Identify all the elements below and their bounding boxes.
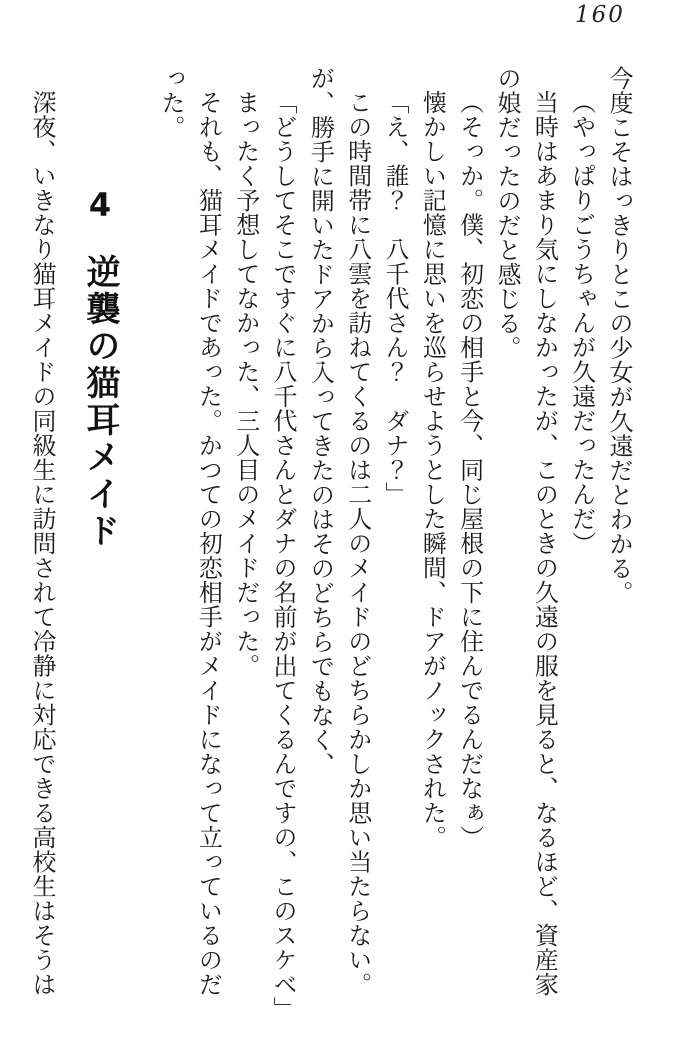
body-line: （そっか。僕、初恋の相手と今、同じ屋根の下に住んでるんだなぁ）	[455, 90, 484, 850]
body-line: が、勝手に開いたドアから入ってきたのはそのどちらでもなく、	[306, 66, 335, 777]
body-line: 「どうしてそこですぐに八千代さんとダナの名前が出てくるんですの、このスケベ」	[269, 90, 298, 1021]
body-line: まったく予想してなかった、三人目のメイドだった。	[231, 90, 260, 678]
body-line: それも、猫耳メイドであった。かつての初恋相手がメイドになって立っているのだ	[194, 90, 223, 997]
page-number: 160	[575, 2, 625, 28]
chapter-title: 逆襲の猫耳メイド	[80, 254, 120, 550]
body-line: この時間帯に八雲を訪ねてくるのは二人のメイドのどちらかしか思い当たらない。	[343, 90, 372, 997]
body-line: 当時はあまり気にしなかったが、このときの久遠の服を見ると、なるほど、資産家	[530, 90, 559, 997]
chapter-opening-line: 深夜、いきなり猫耳メイドの同級生に訪問されて冷静に対応できる高校生はそうは	[28, 90, 56, 997]
body-line: った。	[157, 66, 186, 140]
chapter-heading	[76, 186, 125, 550]
body-line: 「え、誰？ 八千代さん？ ダナ？」	[381, 90, 410, 507]
body-line: 今度こそはっきりとこの少女が久遠だとわかる。	[605, 66, 633, 605]
body-line: （やっぱりごうちゃんが久遠だったんだ）	[567, 90, 596, 556]
body-line: 懐かしい記憶に思いを巡らせようとした瞬間、ドアがノックされた。	[418, 90, 447, 850]
chapter-number: 4	[81, 186, 119, 224]
body-line: の娘だったのだと感じる。	[493, 66, 521, 360]
